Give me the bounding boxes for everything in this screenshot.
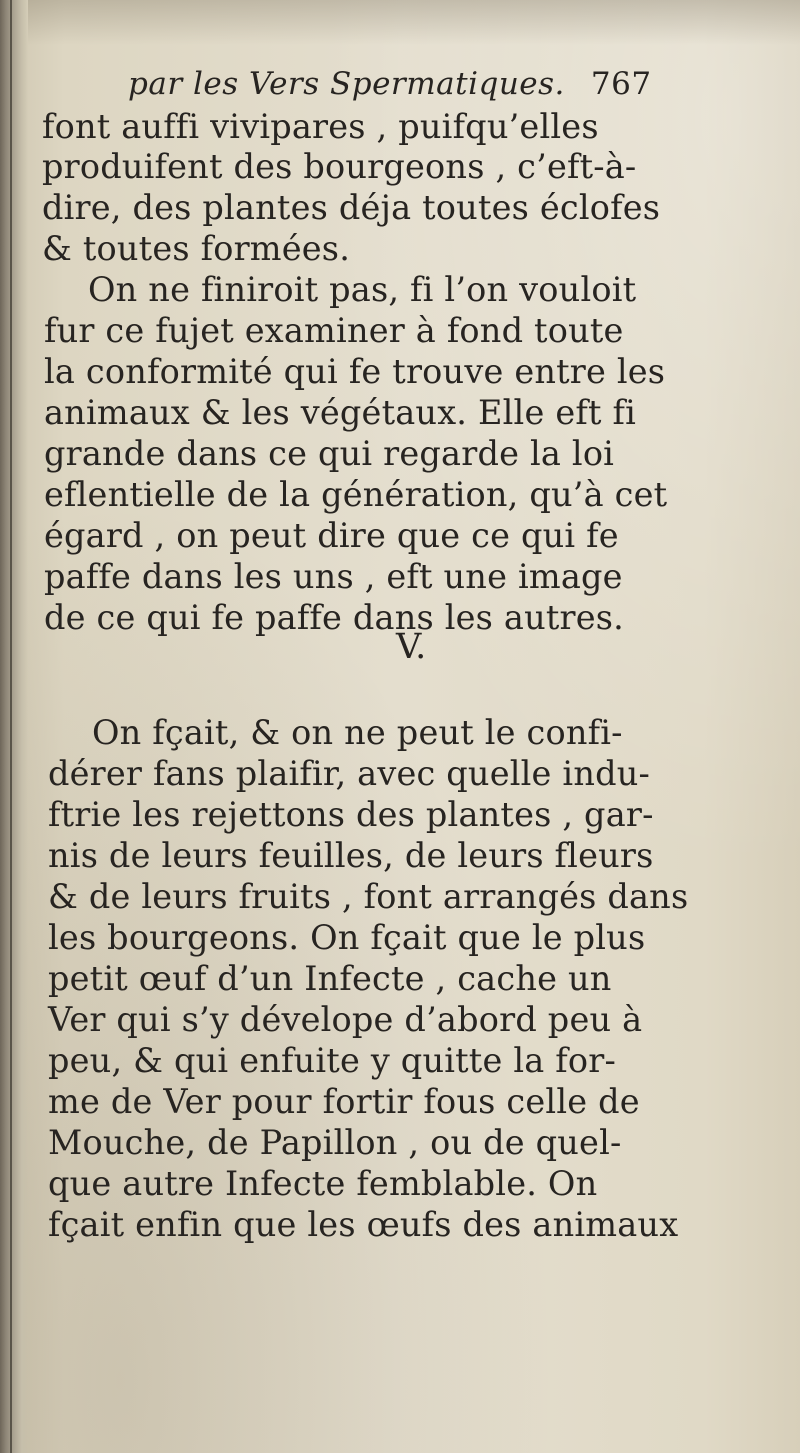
text-line: petit œuf d’un Infecte , cache un bbox=[48, 959, 612, 998]
text-line: égard , on peut dire que ce qui fe bbox=[44, 516, 619, 555]
page-binding-edge bbox=[0, 0, 28, 1453]
text-line: produifent des bourgeons , c’eft-à- bbox=[42, 147, 637, 186]
section-heading: V. bbox=[396, 627, 427, 667]
text-line: les bourgeons. On fçait que le plus bbox=[48, 918, 646, 957]
text-line: Ver qui s’y dévelope d’abord peu à bbox=[48, 1000, 643, 1039]
text-line: fçait enfin que les œufs des animaux bbox=[48, 1205, 679, 1244]
page-edge-line bbox=[10, 0, 12, 1453]
text-line: la conformité qui fe trouve entre les bbox=[44, 352, 666, 391]
text-line: On fçait, & on ne peut le confi- bbox=[92, 713, 623, 752]
text-line: & de leurs fruits , font arrangés dans bbox=[48, 877, 689, 916]
text-line: dire, des plantes déja toutes éclofes bbox=[42, 188, 661, 227]
text-line: paffe dans les uns , eft une image bbox=[44, 557, 623, 596]
text-line: de ce qui fe paffe dans les autres. bbox=[44, 598, 625, 637]
text-line: grande dans ce qui regarde la loi bbox=[44, 434, 615, 473]
running-header bbox=[128, 66, 652, 102]
running-title: par les Vers Spermatiques. bbox=[128, 66, 565, 102]
text-line: ftrie les rejettons des plantes , gar- bbox=[48, 795, 654, 834]
text-line: eflentielle de la génération, qu’à cet bbox=[44, 475, 668, 514]
text-line: font auffi vivipares , puifqu’elles bbox=[42, 107, 599, 146]
text-line: & toutes formées. bbox=[42, 229, 351, 268]
text-line: Mouche, de Papillon , ou de quel- bbox=[48, 1123, 622, 1162]
text-line: me de Ver pour fortir fous celle de bbox=[48, 1082, 640, 1121]
text-line: peu, & qui enfuite y quitte la for- bbox=[48, 1041, 616, 1080]
text-line: animaux & les végétaux. Elle eft fi bbox=[44, 393, 636, 432]
text-line: dérer fans plaifir, avec quelle indu- bbox=[48, 754, 651, 793]
text-line: nis de leurs feuilles, de leurs fleurs bbox=[48, 836, 654, 875]
text-line: que autre Infecte femblable. On bbox=[48, 1164, 598, 1203]
text-line: fur ce fujet examiner à fond toute bbox=[44, 311, 624, 350]
page-top-shadow bbox=[28, 0, 800, 45]
page-number: 767 bbox=[590, 66, 652, 102]
text-line: On ne finiroit pas, fi l’on vouloit bbox=[88, 270, 637, 309]
